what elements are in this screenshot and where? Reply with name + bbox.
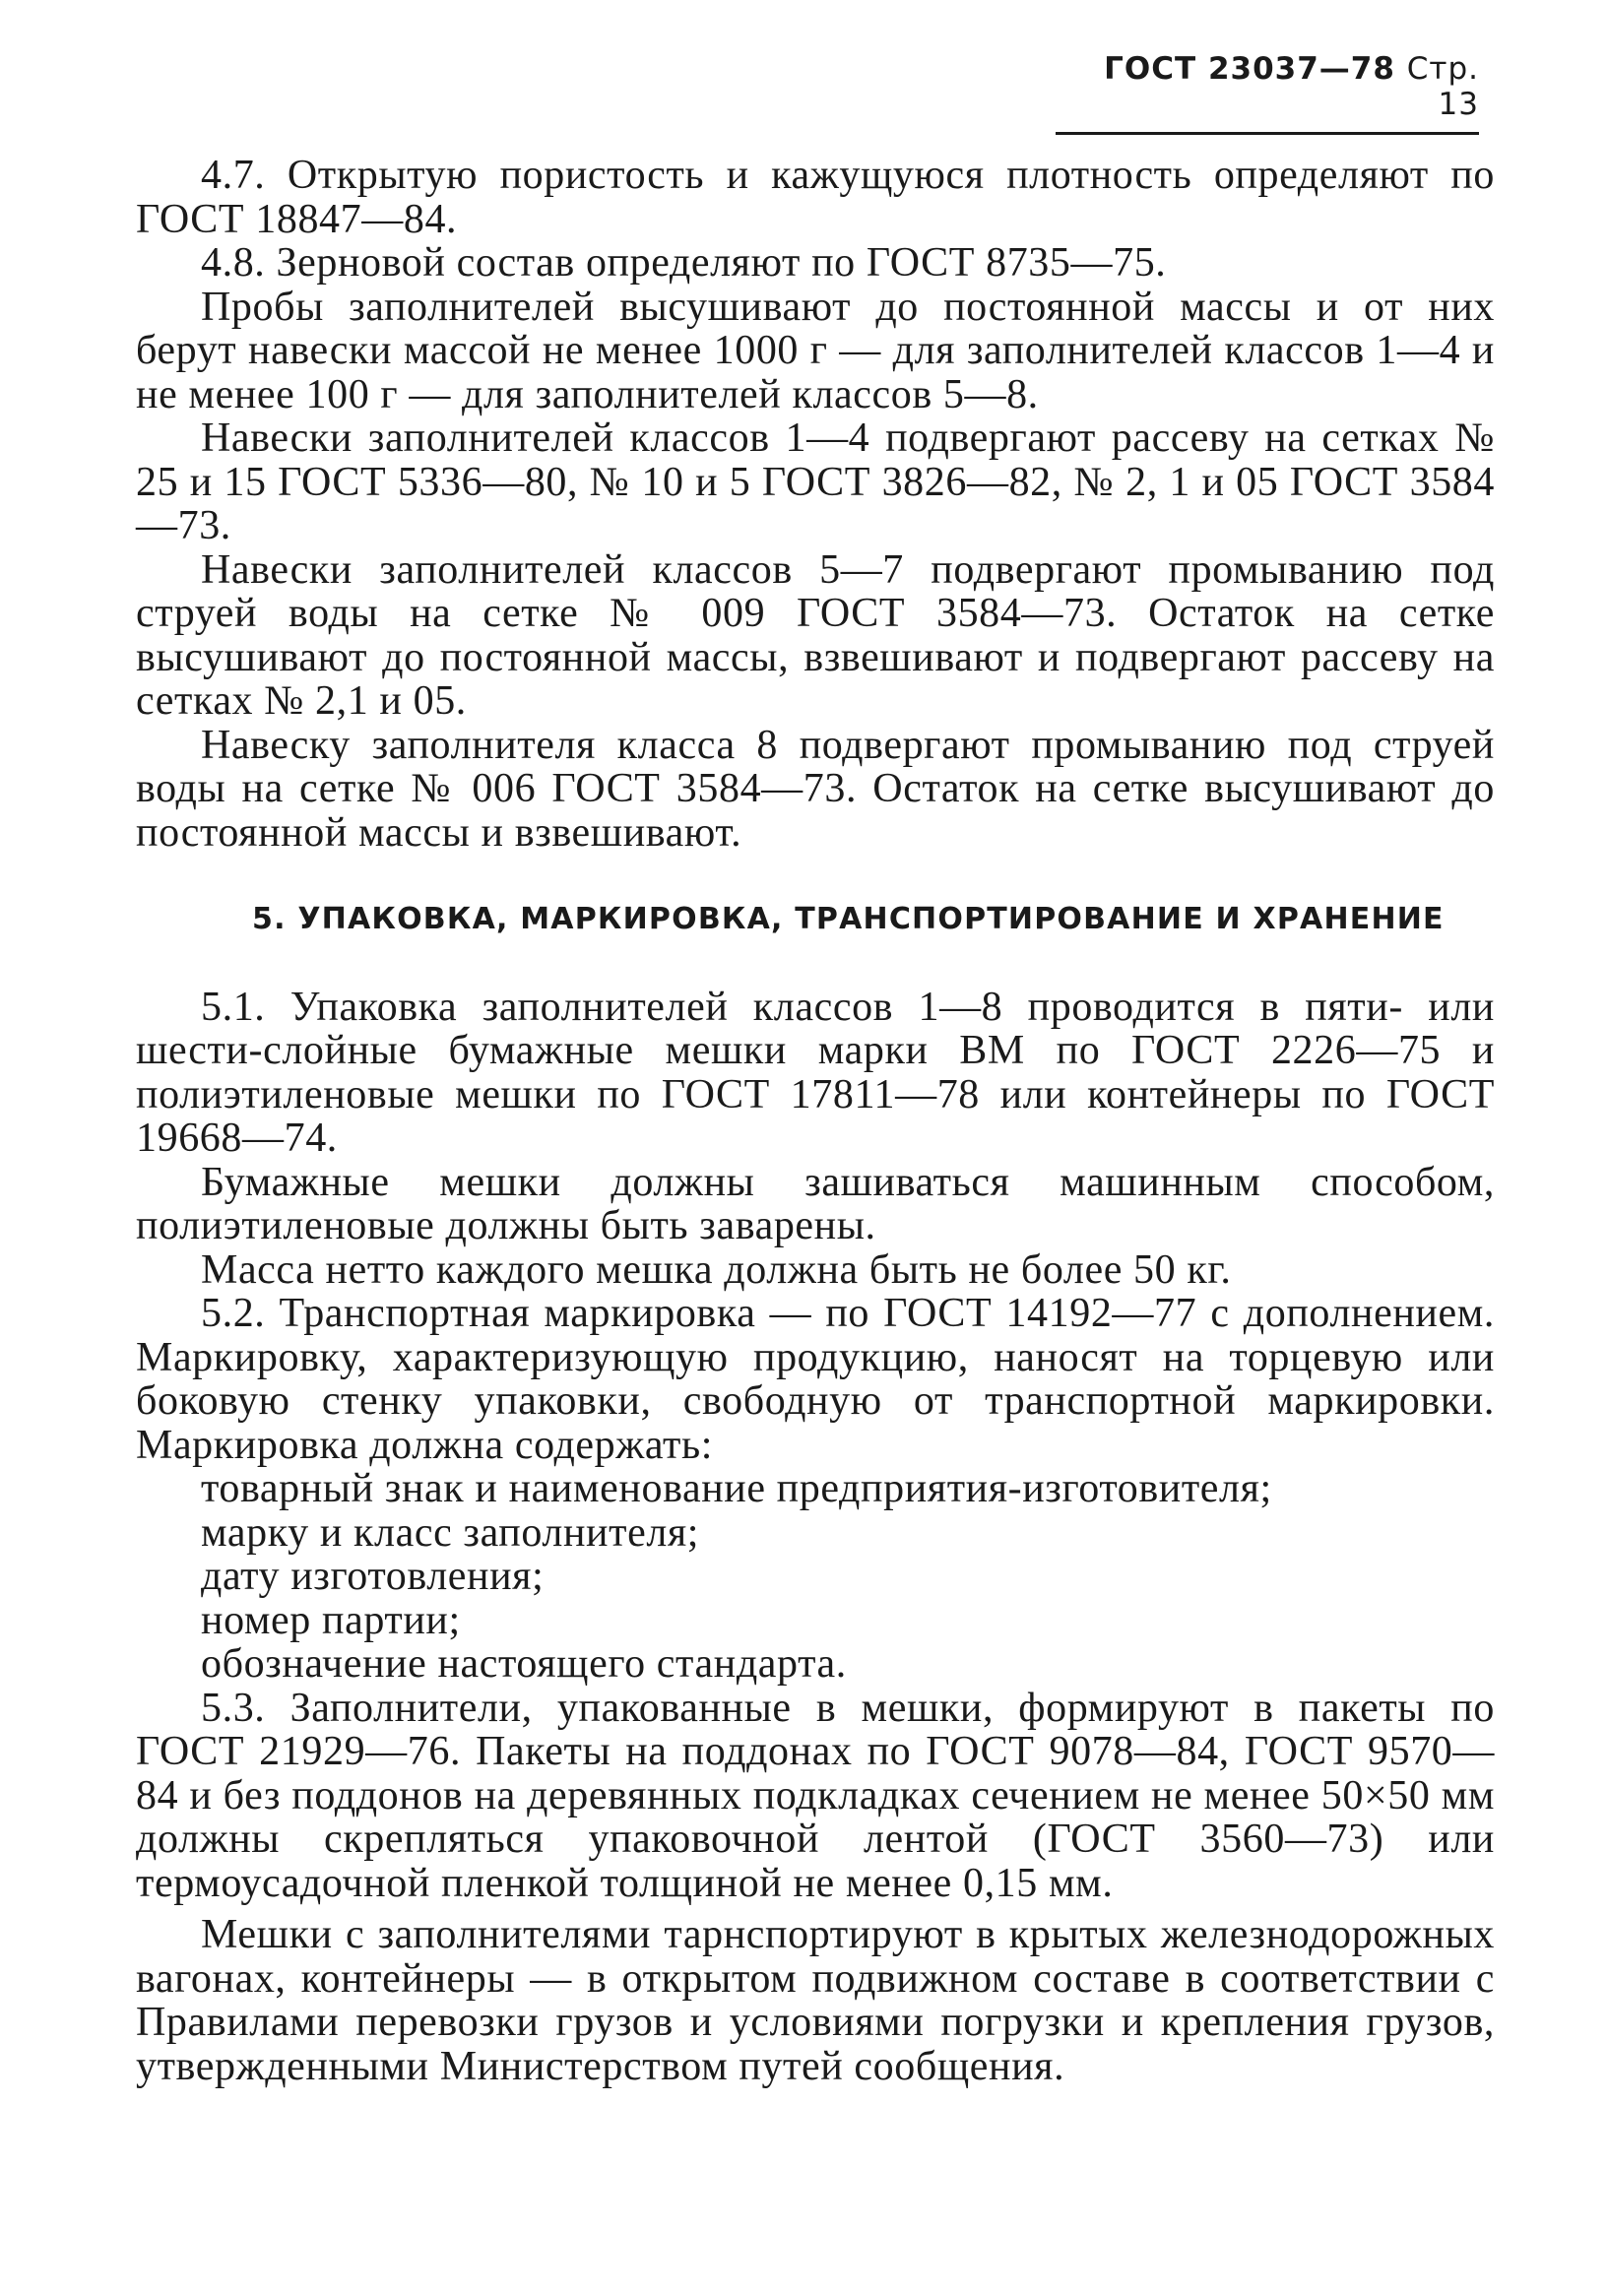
paragraph-4-8: 4.8. Зерновой состав определяют по ГОСТ 8735—75.	[201, 240, 1167, 286]
list-item: номер партии;	[201, 1597, 461, 1643]
paragraph-4-7: 4.7. Открытую пористость и кажущуюся плотность определяют по ГОСТ 18847—84.	[136, 153, 1495, 242]
paragraph-4-8-class8: Навеску заполнителя класса 8 подвергают промыванию под струей воды на сетке № 006 ГОСТ 3584—73. Остаток на сетке высушивают до постоянной массы и взвешивают.	[136, 722, 1495, 856]
paragraph-5-3: 5.3. Заполнители, упакованные в мешки, формируют в пакеты по ГОСТ 21929—76. Пакеты на поддонах по ГОСТ 9078—84, ГОСТ 9570—84 и без поддонов на деревянных подкладках сечением не менее 50×50 мм должны скрепляться упаковочной лентой (ГОСТ 3560—73) или термоусадочной пленкой толщиной не менее 0,15 мм.	[136, 1685, 1495, 1906]
list-item: дату изготовления;	[201, 1554, 545, 1599]
paragraph-4-8-sieving: Навески заполнителей классов 1—4 подвергают рассеву на сетках № 25 и 15 ГОСТ 5336—80, № 10 и 5 ГОСТ 3826—82, № 2, 1 и 05 ГОСТ 3584—73.	[136, 415, 1495, 548]
list-item: товарный знак и наименование предприятия-изготовителя;	[201, 1466, 1272, 1511]
paragraph-4-8-samples: Пробы заполнителей высушивают до постоянной массы и от них берут навески массой не менее 1000 г — для заполнителей классов 1—4 и не менее 100 г — для заполнителей классов 5—8.	[136, 284, 1495, 417]
page-number: Стр. 13	[1406, 51, 1479, 122]
body-text	[136, 154, 1495, 2088]
paragraph-5-1-mass: Масса нетто каждого мешка должна быть не более 50 кг.	[201, 1246, 1232, 1293]
paragraph-5-1: 5.1. Упаковка заполнителей классов 1—8 проводится в пяти- или шести-слойные бумажные мешки марки ВМ по ГОСТ 2226—75 и полиэтиленовые мешки по ГОСТ 17811—78 или контейнеры по ГОСТ 19668—74.	[136, 984, 1495, 1161]
page-header	[1056, 51, 1479, 135]
list-item: обозначение настоящего стандарта.	[201, 1641, 847, 1687]
standard-number: ГОСТ 23037—78	[1104, 51, 1395, 87]
marking-list	[136, 1467, 1495, 1687]
paragraph-5-1-sewing: Бумажные мешки должны зашиваться машинным способом, полиэтиленовые должны быть заварены.	[136, 1159, 1495, 1248]
section-5-title: 5. УПАКОВКА, МАРКИРОВКА, ТРАНСПОРТИРОВАНИЕ И ХРАНЕНИЕ	[252, 902, 1445, 936]
paragraph-5-2: 5.2. Транспортная маркировка — по ГОСТ 14192—77 с дополнением. Маркировку, характеризующую продукцию, наносят на торцевую или боковую стенку упаковки, свободную от транспортной маркировки. Маркировка должна содержать:	[136, 1291, 1495, 1468]
paragraph-4-8-washing: Навески заполнителей классов 5—7 подвергают промыванию под струей воды на сетке № 009 ГОСТ 3584—73. Остаток на сетке высушивают до постоянной массы, взвешивают и подвергают рассеву на сетках № 2,1 и 05.	[136, 546, 1495, 724]
paragraph-5-3-transport: Мешки с заполнителями тарнспортируют в крытых железнодорожных вагонах, контейнеры — в открытом подвижном составе в соответствии с Правилами перевозки грузов и условиями погрузки и крепления грузов, утвержденными Министерством путей сообщения.	[136, 1912, 1495, 2089]
list-item: марку и класс заполнителя;	[201, 1509, 700, 1556]
